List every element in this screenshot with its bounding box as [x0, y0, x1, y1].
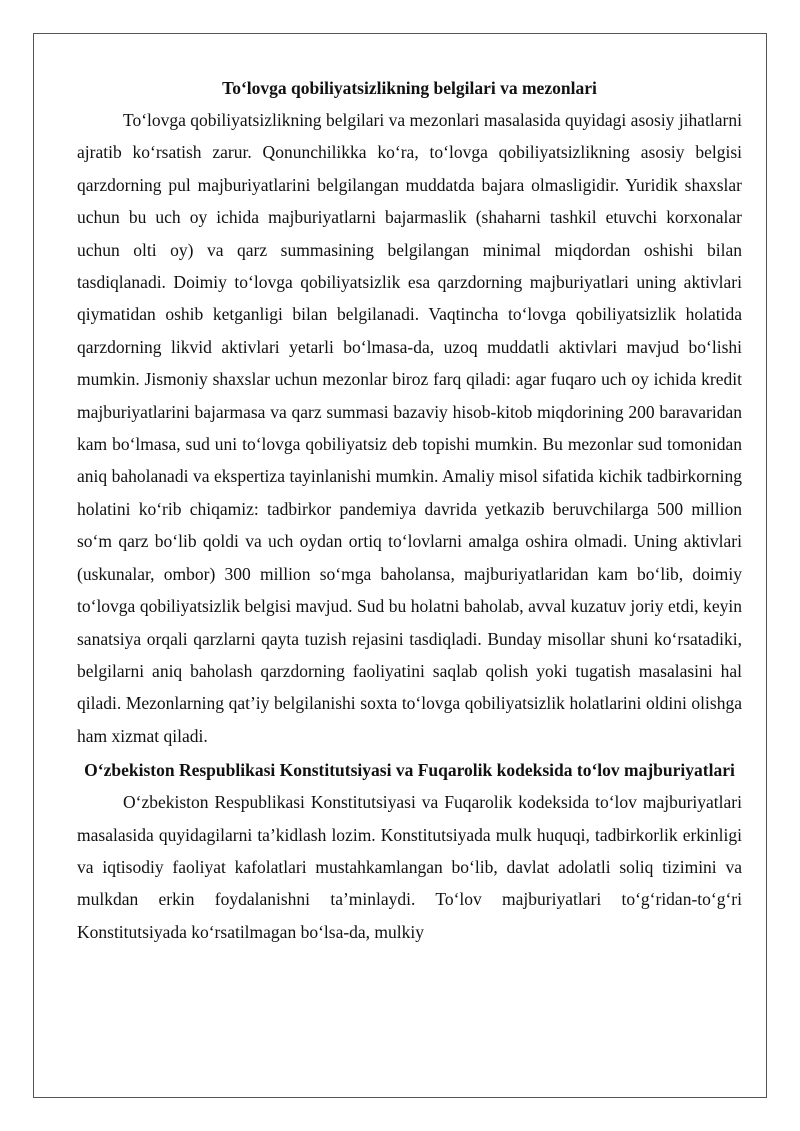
section-heading: O‘zbekiston Respublikasi Konstitutsiyasi va Fuqarolik kodeksida to‘lov majburiyatlari — [84, 760, 735, 781]
section-paragraph: O‘zbekiston Respublikasi Konstitutsiyasi va Fuqarolik kodeksida to‘lov majburiyatlari masalasida quyidagilarni ta’kidlash lozim. Konstitutsiyada mulk huquqi, tadbirkorlik erkinligi va iqtisodiy faoliyat kafolatlari mustahkamlangan bo‘lib, davlat adolatli soliq tizimini va mulkdan erkin foydalanishni ta’minlaydi. To‘lov majburiyatlari to‘g‘ridan-to‘g‘ri Konstitutsiyada ko‘rsatilmagan bo‘lsa-da, mulkiy — [77, 792, 742, 942]
document-body — [77, 72, 742, 948]
section-constitution-civil-code — [77, 754, 742, 948]
section-paragraph: To‘lovga qobiliyatsizlikning belgilari va mezonlari masalasida quyidagi asosiy jihatlarni ajratib ko‘rsatish zarur. Qonunchilikka ko‘ra, to‘lovga qobiliyatsizlikning asosiy belgisi qarzdorning pul majburiyatlarini belgilangan muddatda bajara olmasligidir. Yuridik shaxslar uchun bu uch oy ichida majburiyatlarni bajarmaslik (shaharni tashkil etuvchi korxonalar uchun olti oy) va qarz summasining belgilangan minimal miqdordan oshishi bilan tasdiqlanadi. Doimiy to‘lovga qobiliyatsizlik esa qarzdorning majburiyatlari uning aktivlari qiymatidan oshib ketganligi bilan belgilanadi. Vaqtincha to‘lovga qobiliyatsizlik holatida qarzdorning likvid aktivlari yetarli bo‘lmasa-da, uzoq muddatli aktivlari mavjud bo‘lishi mumkin. Jismoniy shaxslar uchun mezonlar biroz farq qiladi: agar fuqaro uch oy ichida kredit majburiyatlarini bajarmasa va qarz summasi bazaviy hisob-kitob miqdorining 200 baravaridan kam bo‘lmasa, sud uni to‘lovga qobiliyatsiz deb topishi mumkin. Bu mezonlar sud tomonidan aniq baholanadi va ekspertiza tayinlanishi mumkin. Amaliy misol sifatida kichik tadbirkorning holatini ko‘rib chiqamiz: tadbirkor pandemiya davrida yetkazib beruvchilarga 500 million so‘m qarz bo‘lib qoldi va uch oydan ortiq to‘lovlarni amalga oshira olmadi. Uning aktivlari (uskunalar, ombor) 300 million so‘mga baholansa, majburiyatlaridan kam bo‘lib, doimiy to‘lovga qobiliyatsizlik belgisi mavjud. Sud bu holatni baholab, avval kuzatuv joriy etdi, keyin sanatsiya orqali qarzlarni qayta tuzish rejasini tasdiqladi. Bunday misollar shuni ko‘rsatadiki, belgilarni aniq baholash qarzdorning faoliyatini saqlab qolish yoki tugatish masalasini hal qiladi. Mezonlarning qat’iy belgilanishi soxta to‘lovga qobiliyatsizlik holatlarini oldini olishga ham xizmat qiladi. — [77, 110, 742, 746]
section-insolvency-criteria — [77, 72, 742, 752]
section-heading: To‘lovga qobiliyatsizlikning belgilari va mezonlari — [222, 78, 597, 98]
